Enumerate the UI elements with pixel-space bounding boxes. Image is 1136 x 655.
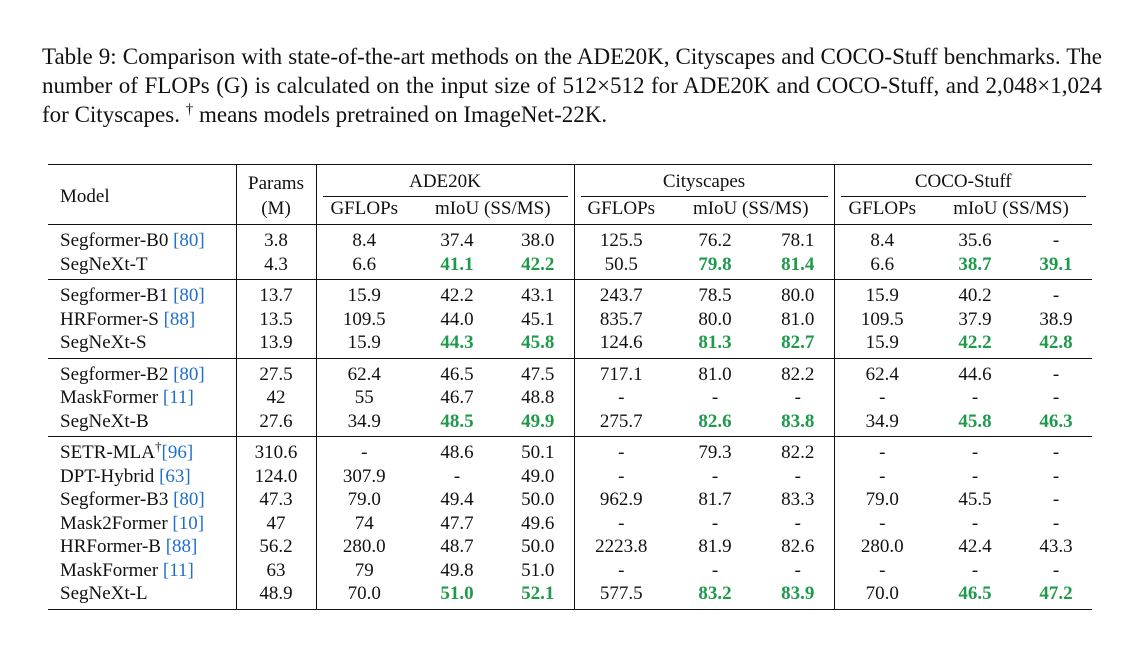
header-ade-miou: mIoU (SS/MS) — [434, 197, 551, 219]
citation-link[interactable]: [96] — [161, 442, 194, 463]
model-name-text: Segformer-B1 — [60, 285, 174, 306]
value-cell: 6.6 — [316, 253, 412, 280]
value-cell: 62.4 — [834, 358, 930, 386]
params-cell: 310.6 — [236, 437, 316, 465]
table-row — [48, 225, 1092, 253]
table-row — [48, 488, 1092, 512]
header-coco-stuff — [834, 165, 1092, 197]
value-cell: - — [971, 465, 979, 487]
value-cell: - — [711, 387, 719, 408]
citation-link[interactable]: [80] — [173, 230, 205, 251]
model-name-text: Mask2Former — [60, 512, 173, 534]
value-cell: - — [1052, 559, 1060, 581]
model-name — [48, 437, 236, 465]
value-cell: 70.0 — [316, 582, 412, 609]
header-city-gflops: GFLOPs — [574, 197, 668, 225]
model-name-text: SETR-MLA — [60, 442, 155, 463]
value-cell: 79 — [316, 559, 412, 583]
value-cell: 8.4 — [316, 225, 412, 253]
value-cell: 81.9 — [698, 536, 732, 557]
table-row — [48, 358, 1092, 386]
value-cell: - — [1052, 387, 1060, 408]
value-cell: 50.5 — [574, 253, 668, 280]
value-cell: 50.0 — [521, 489, 555, 510]
value-cell: - — [1052, 489, 1060, 510]
value-cell: 47.5 — [502, 358, 574, 386]
table-row — [48, 410, 1092, 437]
value-cell: 275.7 — [574, 410, 668, 437]
model-name-text: HRFormer-B — [60, 536, 166, 557]
model-name-text: SegNeXt-T — [60, 253, 148, 275]
model-name-text: SegNeXt-L — [60, 583, 148, 604]
model-name-text: SegNeXt-B — [60, 410, 149, 432]
model-name — [48, 582, 236, 609]
value-cell: - — [1052, 512, 1060, 534]
value-cell: - — [1020, 437, 1092, 465]
value-cell: 42.2 — [412, 280, 502, 308]
header-params: Params — [236, 165, 316, 197]
value-cell: 34.9 — [834, 410, 930, 437]
caption-label: Table 9: — [42, 44, 117, 69]
value-cell: - — [574, 437, 668, 465]
model-name-text: Segformer-B3 — [60, 489, 174, 510]
model-name — [48, 559, 236, 583]
value-cell: 62.4 — [316, 358, 412, 386]
header-city-miou: mIoU (SS/MS) — [692, 197, 809, 219]
model-name — [48, 331, 236, 358]
table-row — [48, 308, 1092, 332]
value-cell: 46.3 — [1039, 410, 1073, 432]
value-cell: 48.5 — [440, 410, 474, 432]
citation-link[interactable]: [10] — [172, 512, 205, 534]
params-cell: 27.6 — [236, 410, 316, 437]
table-row — [48, 253, 1092, 280]
model-name — [48, 280, 236, 308]
value-cell: - — [834, 559, 930, 583]
value-cell: 835.7 — [574, 308, 668, 332]
value-cell: 37.9 — [958, 308, 992, 330]
header-params-unit: (M) — [236, 197, 316, 225]
params-cell: 63 — [236, 559, 316, 583]
model-name — [48, 465, 236, 489]
table-caption — [42, 42, 1102, 129]
table-row — [48, 512, 1092, 536]
value-cell: - — [1052, 465, 1060, 487]
value-cell: 43.1 — [502, 280, 574, 308]
params-cell: 47 — [236, 512, 316, 536]
value-cell: 83.8 — [781, 410, 815, 432]
value-cell: - — [711, 512, 719, 534]
value-cell: 81.7 — [698, 489, 732, 510]
params-cell: 13.7 — [236, 280, 316, 308]
table-row — [48, 582, 1092, 609]
table-row — [48, 535, 1092, 559]
citation-link[interactable]: [80] — [173, 285, 205, 306]
value-cell: - — [971, 512, 979, 534]
value-cell: - — [834, 465, 930, 489]
value-cell: 717.1 — [574, 358, 668, 386]
value-cell: 41.1 — [440, 253, 474, 275]
value-cell: - — [453, 465, 461, 487]
value-cell: 55 — [316, 386, 412, 410]
value-cell: 35.6 — [930, 225, 1020, 253]
header-ade-gflops: GFLOPs — [316, 197, 412, 225]
header-coco-gflops: GFLOPs — [834, 197, 930, 225]
value-cell: - — [574, 386, 668, 410]
value-cell: 39.1 — [1039, 253, 1073, 275]
value-cell: 52.1 — [521, 583, 555, 604]
pretrain-dagger: † — [155, 438, 162, 454]
model-name — [48, 488, 236, 512]
value-cell: 50.0 — [521, 536, 555, 557]
value-cell: 49.0 — [521, 465, 555, 487]
value-cell: - — [930, 437, 1020, 465]
results-table — [48, 164, 1092, 610]
value-cell: 38.9 — [1039, 308, 1073, 330]
citation-link[interactable]: [88] — [165, 536, 198, 557]
value-cell: 79.3 — [668, 437, 762, 465]
value-cell: 42.4 — [958, 536, 992, 557]
header-model: Model — [60, 186, 110, 208]
table-row — [48, 465, 1092, 489]
value-cell: 48.6 — [412, 437, 502, 465]
value-cell: 70.0 — [834, 582, 930, 609]
value-cell: - — [711, 465, 719, 487]
value-cell: 48.7 — [440, 536, 474, 557]
header-coco-stuff-label: COCO-Stuff — [914, 171, 1012, 192]
value-cell: 8.4 — [834, 225, 930, 253]
value-cell: 307.9 — [316, 465, 412, 489]
value-cell: 45.8 — [958, 410, 992, 432]
model-name-text: SegNeXt-S — [60, 332, 147, 353]
value-cell: 78.5 — [668, 280, 762, 308]
model-name — [48, 253, 236, 280]
value-cell: 80.0 — [698, 308, 732, 330]
params-cell: 27.5 — [236, 358, 316, 386]
header-cityscapes — [574, 165, 834, 197]
model-name — [48, 225, 236, 253]
value-cell: 82.2 — [762, 358, 834, 386]
value-cell: 76.2 — [668, 225, 762, 253]
header-ade20k-label: ADE20K — [409, 171, 481, 192]
value-cell: 38.0 — [502, 225, 574, 253]
value-cell: 37.4 — [412, 225, 502, 253]
params-cell: 124.0 — [236, 465, 316, 489]
value-cell: 15.9 — [834, 331, 930, 358]
value-cell: 34.9 — [316, 410, 412, 437]
caption-text-end: means models pretrained on ImageNet-22K. — [198, 102, 608, 127]
value-cell: 82.2 — [762, 437, 834, 465]
value-cell: 47.7 — [440, 512, 474, 534]
value-cell: 38.7 — [958, 253, 992, 275]
table-row — [48, 331, 1092, 358]
value-cell: 962.9 — [574, 488, 668, 512]
table-row — [48, 559, 1092, 583]
value-cell: 74 — [316, 512, 412, 536]
model-name-text: Segformer-B2 — [60, 363, 174, 385]
value-cell: 50.1 — [502, 437, 574, 465]
value-cell: - — [794, 387, 801, 408]
value-cell: - — [834, 512, 930, 536]
value-cell: 49.6 — [521, 512, 555, 534]
params-cell: 48.9 — [236, 582, 316, 609]
value-cell: - — [574, 559, 668, 583]
model-name-text: MaskFormer — [60, 559, 163, 581]
value-cell: - — [1020, 280, 1092, 308]
model-name — [48, 386, 236, 410]
citation-link[interactable]: [80] — [173, 363, 205, 385]
value-cell: 49.9 — [521, 410, 555, 432]
citation-link[interactable]: [11] — [162, 559, 194, 581]
value-cell: 46.7 — [440, 387, 474, 408]
value-cell: 49.8 — [440, 559, 474, 581]
value-cell: 280.0 — [834, 535, 930, 559]
params-cell: 56.2 — [236, 535, 316, 559]
value-cell: - — [834, 386, 930, 410]
model-name-text: Segformer-B0 — [60, 230, 174, 251]
value-cell: 80.0 — [762, 280, 834, 308]
value-cell: 44.3 — [440, 332, 474, 353]
value-cell: 43.3 — [1039, 536, 1073, 557]
model-name — [48, 358, 236, 386]
value-cell: 15.9 — [316, 280, 412, 308]
value-cell: - — [834, 437, 930, 465]
params-cell: 42 — [236, 386, 316, 410]
value-cell: 125.5 — [574, 225, 668, 253]
table-row — [48, 280, 1092, 308]
table-row — [48, 437, 1092, 465]
value-cell: 79.8 — [698, 253, 732, 275]
value-cell: - — [794, 512, 801, 534]
value-cell: 51.0 — [440, 583, 474, 604]
model-name — [48, 308, 236, 332]
value-cell: 42.8 — [1039, 332, 1073, 353]
value-cell: 81.3 — [698, 332, 732, 353]
value-cell: 46.5 — [958, 583, 992, 604]
value-cell: 6.6 — [834, 253, 930, 280]
value-cell: - — [794, 559, 801, 581]
value-cell: 109.5 — [316, 308, 412, 332]
value-cell: 42.2 — [521, 253, 555, 275]
params-cell: 13.9 — [236, 331, 316, 358]
value-cell: 280.0 — [316, 535, 412, 559]
value-cell: 2223.8 — [574, 535, 668, 559]
value-cell: 42.2 — [958, 332, 992, 353]
caption-dagger: † — [185, 101, 194, 118]
value-cell: - — [794, 465, 801, 487]
value-cell: 15.9 — [834, 280, 930, 308]
value-cell: 45.1 — [521, 308, 555, 330]
value-cell: 51.0 — [521, 559, 555, 581]
params-cell: 47.3 — [236, 488, 316, 512]
value-cell: 81.0 — [781, 308, 815, 330]
value-cell: 46.5 — [412, 358, 502, 386]
caption-text: Comparison with state-of-the-art methods on the ADE20K, Cityscapes and COCO-Stuff benchmarks. The number of FLOPs (G) is calculated on the input size of 512×512 for ADE20K and COCO-Stuff, and 2,048×1,024 for Cityscapes. — [42, 44, 1103, 127]
value-cell: 83.2 — [698, 583, 732, 604]
value-cell: 79.0 — [316, 488, 412, 512]
value-cell: 81.0 — [668, 358, 762, 386]
value-cell: - — [1020, 225, 1092, 253]
value-cell: 82.7 — [781, 332, 815, 353]
citation-link[interactable]: [63] — [159, 465, 191, 487]
value-cell: - — [1020, 358, 1092, 386]
value-cell: 82.6 — [698, 410, 732, 432]
value-cell: 243.7 — [574, 280, 668, 308]
value-cell: - — [574, 512, 668, 536]
value-cell: 78.1 — [762, 225, 834, 253]
params-cell: 4.3 — [236, 253, 316, 280]
model-name-text: MaskFormer — [60, 387, 163, 408]
value-cell: 45.5 — [958, 489, 992, 510]
header-ade20k — [316, 165, 574, 197]
citation-link[interactable]: [88] — [163, 308, 196, 330]
value-cell: 48.8 — [521, 387, 555, 408]
value-cell: 44.6 — [930, 358, 1020, 386]
header-coco-miou: mIoU (SS/MS) — [953, 197, 1069, 219]
value-cell: - — [971, 559, 979, 581]
model-name — [48, 512, 236, 536]
model-name-text: DPT-Hybrid — [60, 465, 160, 487]
value-cell: 40.2 — [930, 280, 1020, 308]
value-cell: 49.4 — [440, 489, 474, 510]
value-cell: 81.4 — [781, 253, 815, 275]
value-cell: - — [971, 387, 979, 408]
value-cell: 83.3 — [781, 489, 815, 510]
value-cell: 83.9 — [781, 583, 815, 604]
value-cell: 124.6 — [574, 331, 668, 358]
value-cell: - — [316, 437, 412, 465]
value-cell: 15.9 — [316, 331, 412, 358]
value-cell: - — [711, 559, 719, 581]
model-name — [48, 410, 236, 437]
value-cell: 577.5 — [574, 582, 668, 609]
value-cell: 45.8 — [521, 332, 555, 353]
value-cell: 109.5 — [834, 308, 930, 332]
value-cell: 44.0 — [440, 308, 474, 330]
params-cell: 3.8 — [236, 225, 316, 253]
header-cityscapes-label: Cityscapes — [662, 171, 746, 192]
model-name — [48, 535, 236, 559]
model-name-text: HRFormer-S — [60, 308, 164, 330]
params-cell: 13.5 — [236, 308, 316, 332]
value-cell: 79.0 — [834, 488, 930, 512]
table-row — [48, 386, 1092, 410]
citation-link[interactable]: [80] — [173, 489, 205, 510]
value-cell: 47.2 — [1039, 583, 1073, 604]
citation-link[interactable]: [11] — [162, 387, 194, 408]
value-cell: 82.6 — [781, 536, 815, 557]
value-cell: - — [574, 465, 668, 489]
